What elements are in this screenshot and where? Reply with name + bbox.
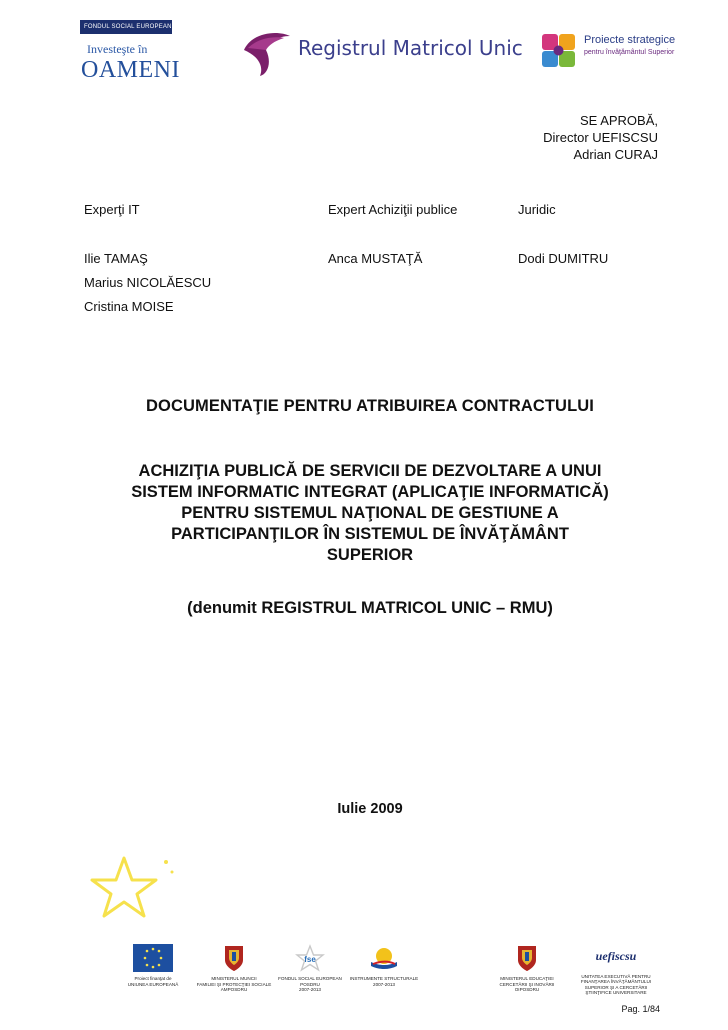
footer-caption: FONDUL SOCIAL EUROPEAN (278, 976, 342, 982)
footer-caption: INSTRUMENTE STRUCTURALE (349, 976, 419, 982)
expert-name: Anca MUSTAŢĂ (328, 251, 423, 266)
structural-instruments-icon (367, 944, 401, 972)
structural-instruments-logo (346, 944, 422, 987)
fse-tagline: Investeşte în (87, 42, 148, 56)
fse-logo-text: fse (304, 955, 316, 964)
eu-logo (118, 944, 188, 987)
puzzle-logo-icon (538, 30, 580, 72)
uefiscsu-logo (570, 944, 662, 996)
main-title-line: ACHIZIŢIA PUBLICĂ DE SERVICII DE DEZVOLTARE A UNUI (138, 462, 602, 480)
eu-flag-icon (133, 944, 173, 972)
main-title-line: PARTICIPANŢILOR ÎN SISTEMUL DE ÎNVĂŢĂMÂNT (171, 525, 569, 543)
footer-caption: AMPOSDRU (220, 987, 248, 993)
approval-director: Director UEFISCSU (543, 130, 658, 145)
footer-caption: 2007-2013 (299, 987, 321, 993)
uefiscsu-logo-text: uefiscsu (595, 949, 637, 963)
main-title-line: PENTRU SISTEMUL NAŢIONAL DE GESTIUNE A (181, 504, 559, 522)
decorative-star-icon (86, 850, 186, 930)
footer-caption: CERCETĂRII ŞI INOVĂRII (499, 981, 555, 987)
rmu-logo (238, 28, 523, 80)
header-legal: Juridic (518, 202, 556, 217)
main-title (60, 461, 680, 566)
footer-caption: 2007-2013 (373, 981, 395, 987)
footer-caption: UNIUNEA EUROPEANĂ (127, 981, 179, 987)
proiecte-strategice-logo (538, 26, 688, 76)
fse-logo (80, 20, 180, 83)
footer-caption: OIPOSDRU (514, 987, 540, 993)
footer-caption: Proiect finanţat de (134, 976, 172, 982)
expert-name: Cristina MOISE (84, 299, 174, 314)
fse-footer-logo (272, 944, 348, 993)
footer-caption: POSDRU (300, 981, 320, 987)
coat-of-arms-icon (223, 944, 245, 972)
footer-logos (118, 944, 678, 996)
approval-block (543, 112, 658, 163)
ministry-education-logo (490, 944, 564, 993)
main-title-line: SISTEM INFORMATIC INTEGRAT (APLICAŢIE INFORMATICĂ) (131, 483, 609, 501)
footer-caption: FAMILIEI ŞI PROTECŢIEI SOCIALE (196, 981, 272, 987)
approval-name: Adrian CURAJ (573, 147, 658, 162)
document-date: Iulie 2009 (337, 801, 403, 817)
expert-name: Marius NICOLĂESCU (84, 275, 212, 290)
footer-caption: UNITATEA EXECUTIVĂ PENTRU (581, 974, 651, 979)
expert-name: Ilie TAMAŞ (84, 251, 148, 266)
main-title-line: SUPERIOR (326, 546, 414, 564)
fse-banner-text: FONDUL SOCIAL EUROPEAN (84, 24, 172, 30)
document-title: DOCUMENTAŢIE PENTRU ATRIBUIREA CONTRACTULUI (146, 397, 594, 415)
header-it-experts: Experţi IT (84, 202, 140, 217)
header-procurement-expert: Expert Achiziţii publice (328, 202, 458, 217)
approval-line: SE APROBĂ, (579, 113, 658, 128)
ministry-labour-logo (184, 944, 284, 993)
expert-name: Dodi DUMITRU (518, 251, 609, 266)
coat-of-arms-icon (516, 944, 538, 972)
rmu-logo-text: Registrul Matricol Unic (298, 36, 523, 60)
fse-star-icon (294, 944, 326, 972)
document-subtitle: (denumit REGISTRUL MATRICOL UNIC – RMU) (187, 599, 553, 617)
footer-caption: MINISTERUL EDUCAŢIEI (500, 976, 554, 982)
footer-caption: SUPERIOR ŞI A CERCETĂRII (584, 984, 648, 990)
ps-logo-line1: Proiecte strategice (584, 34, 676, 46)
footer-caption: MINISTERUL MUNCII (211, 976, 257, 982)
footer-caption: ŞTIINŢIFICE UNIVERSITARE (585, 990, 647, 996)
fse-oameni: OAMENI (81, 57, 180, 83)
ps-logo-line2: pentru învăţământul Superior (584, 49, 675, 56)
page-number: Pag. 1/84 (621, 1004, 660, 1014)
rmu-swoosh-icon (238, 28, 294, 78)
footer-caption: FINANŢAREA ÎNVĂŢĂMÂNTULUI (580, 979, 652, 985)
